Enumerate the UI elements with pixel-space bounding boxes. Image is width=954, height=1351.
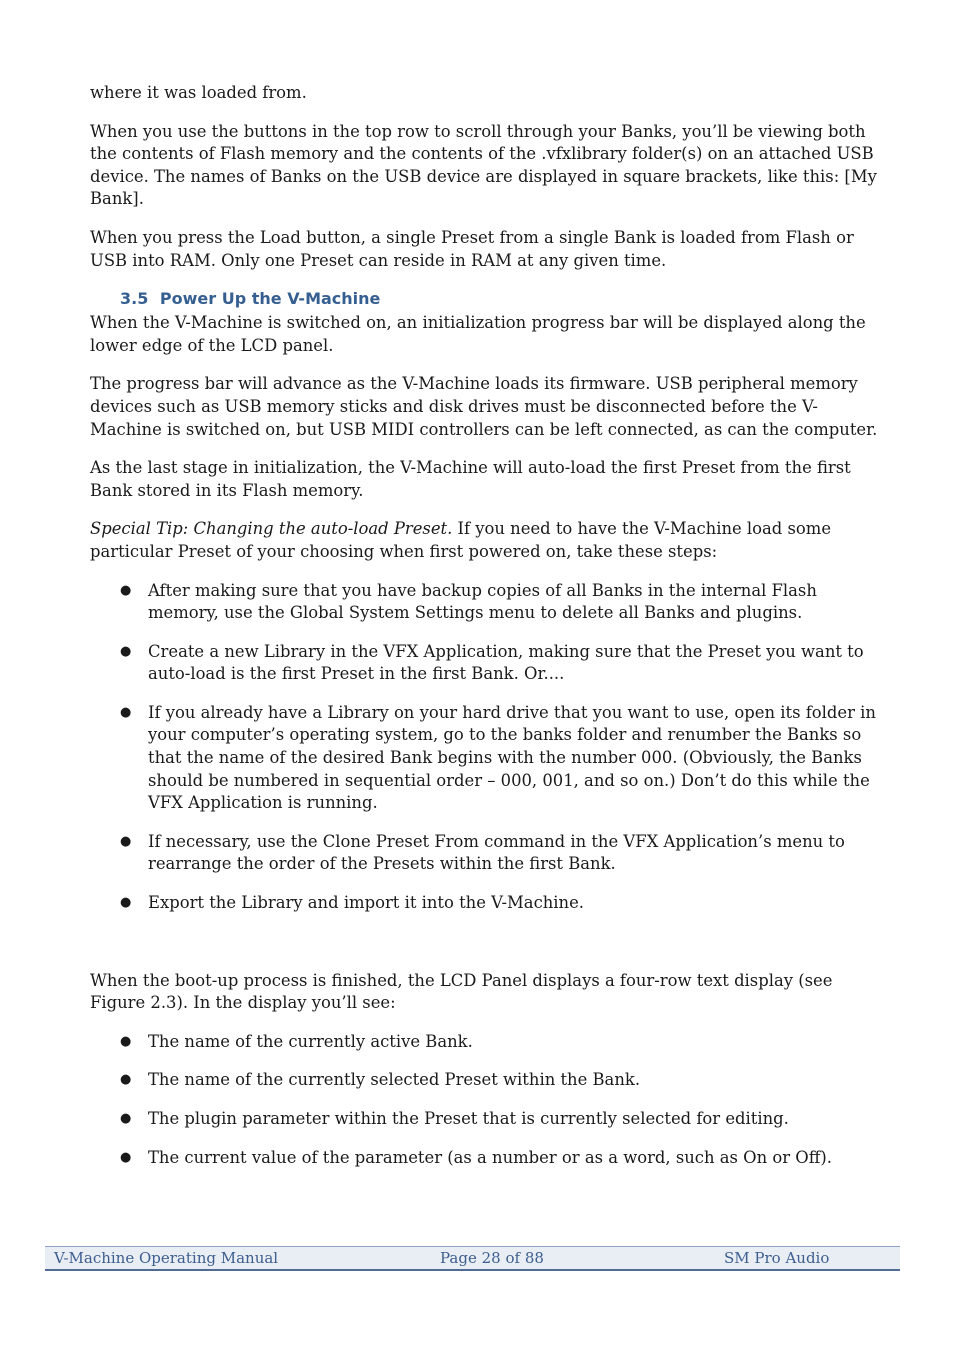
footer-company: SM Pro Audio	[724, 1249, 830, 1267]
list-item	[90, 641, 880, 686]
tip-text: If you need to have the V-Machine load some particular Preset of your choosing when first powered on, take these steps:	[90, 519, 832, 561]
list-item-text: If necessary, use the Clone Preset From command in the VFX Application’s menu to rearrange the order of the Presets within the first Bank.	[148, 831, 845, 874]
paragraph-scroll-banks: When you use the buttons in the top row to scroll through your Banks, you’ll be viewing both the contents of Flash memory and the contents of the .vfxlibrary folder(s) on an attached USB device. The names of Banks on the USB device are displayed in square brackets, like this: [My Bank].	[90, 121, 877, 209]
list-item-text: The name of the currently selected Preset within the Bank.	[148, 1070, 641, 1090]
list-item	[90, 1069, 880, 1092]
list-item-text: The current value of the parameter (as a number or as a word, such as On or Off).	[148, 1147, 832, 1167]
page-footer	[45, 1246, 900, 1271]
list-item	[90, 892, 880, 915]
list-item	[90, 1031, 880, 1054]
list-item-text: If you already have a Library on your hard drive that you want to use, open its folder in your computer’s operating system, go to the banks folder and renumber the Banks so that the name of the desired Bank begins with the number 000. (Obviously, the Banks should be numbered in sequential order – 000, 001, and so on.) Don’t do this while the VFX Application is running.	[148, 702, 876, 813]
list-item	[90, 1147, 880, 1170]
paragraph-auto-load: As the last stage in initialization, the V-Machine will auto-load the first Preset from the first Bank stored in its Flash memory.	[90, 458, 851, 500]
paragraph-switch-on: When the V-Machine is switched on, an initialization progress bar will be displayed along the lower edge of the LCD panel.	[90, 313, 866, 355]
footer-manual-title: V-Machine Operating Manual	[54, 1249, 279, 1267]
section-number: 3.5	[120, 289, 149, 309]
paragraph-load-button: When you press the Load button, a single Preset from a single Bank is loaded from Flash or USB into RAM. Only one Preset can reside in RAM at any given time.	[90, 227, 854, 270]
bullet-icon: ●	[120, 643, 132, 659]
bullet-icon: ●	[120, 704, 132, 720]
bullet-icon: ●	[120, 1111, 132, 1126]
tip-label: Special Tip: Changing the auto-load Preset.	[90, 519, 453, 539]
list-item-text: Export the Library and import it into the V-Machine.	[148, 893, 585, 913]
bullet-icon: ●	[120, 1072, 132, 1088]
list-item-text: Create a new Library in the VFX Application, making sure that the Preset you want to auto-load is the first Preset in the first Bank. Or....	[148, 641, 864, 684]
footer-page-number: Page 28 of 88	[440, 1249, 544, 1267]
list-item-text: The name of the currently active Bank.	[148, 1031, 473, 1051]
intro-fragment: where it was loaded from.	[90, 83, 307, 102]
bullet-icon: ●	[120, 1033, 132, 1049]
page-content	[90, 82, 880, 1185]
paragraph-progress-bar: The progress bar will advance as the V-Machine loads its firmware. USB peripheral memory devices such as USB memory sticks and disk drives must be disconnected before the V-Machine is switched on, but USB MIDI controllers can be left connected, as can the computer.	[90, 374, 878, 439]
section-title: Power Up the V-Machine	[159, 289, 381, 309]
list-item	[90, 580, 880, 625]
list-item-text: The plugin parameter within the Preset that is currently selected for editing.	[148, 1109, 789, 1128]
section-heading	[120, 288, 880, 310]
list-item	[90, 702, 880, 815]
paragraph-boot-up: When the boot-up process is finished, the LCD Panel displays a four-row text display (see Figure 2.3). In the display you’ll see:	[90, 970, 833, 1013]
bullet-icon: ●	[120, 833, 132, 849]
spacer	[90, 931, 880, 970]
paragraph-special-tip	[90, 518, 880, 563]
bullet-icon: ●	[120, 582, 132, 598]
bullet-icon: ●	[120, 1149, 132, 1165]
list-item-text: After making sure that you have backup copies of all Banks in the internal Flash memory, use the Global System Settings menu to delete all Banks and plugins.	[148, 580, 817, 623]
bullet-icon: ●	[120, 895, 132, 911]
steps-list	[90, 580, 880, 915]
list-item	[90, 1108, 880, 1131]
display-items-list	[90, 1031, 880, 1169]
list-item	[90, 831, 880, 876]
